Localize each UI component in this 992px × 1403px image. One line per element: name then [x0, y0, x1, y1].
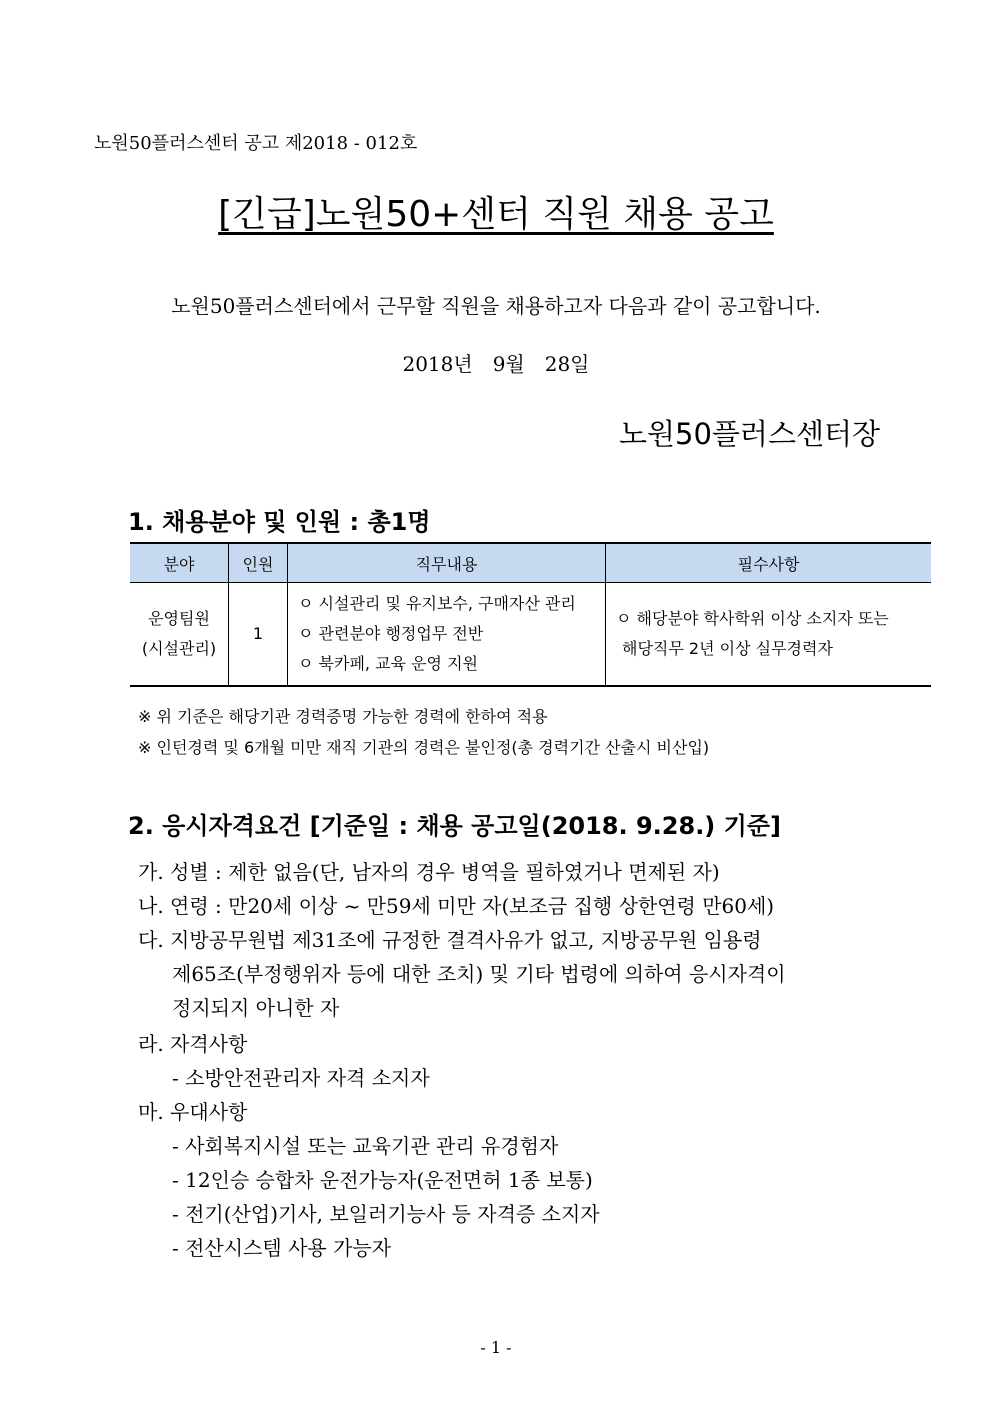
- qualification-line: 나. 연령 : 만20세 이상 ~ 만59세 미만 자(보조금 집행 상한연령 만60세): [138, 894, 775, 918]
- notice-date: [0, 348, 992, 377]
- qualification-line: 라. 자격사항: [138, 1032, 248, 1056]
- duty-item: ㅇ 시설관리 및 유지보수, 구매자산 관리: [298, 594, 576, 613]
- cell-field: [130, 583, 229, 687]
- table-note: ※ 위 기준은 해당기관 경력증명 가능한 경력에 한하여 적용: [138, 707, 548, 726]
- qualification-line: - 전기(산업)기사, 보일러기능사 등 자격증 소지자: [172, 1202, 600, 1226]
- intro-text: 노원50플러스센터에서 근무할 직원을 채용하고자 다음과 같이 공고합니다.: [171, 294, 821, 318]
- date-year: 2018년: [402, 352, 473, 376]
- qualification-line: 가. 성별 : 제한 없음(단, 남자의 경우 병역을 필하였거나 면제된 자): [138, 860, 720, 884]
- qualification-line: - 소방안전관리자 자격 소지자: [172, 1066, 430, 1090]
- table-note: ※ 인턴경력 및 6개월 미만 재직 기관의 경력은 불인정(총 경력기간 산출시 비산입): [138, 738, 710, 757]
- section2-heading: 2. 응시자격요건 [기준일 : 채용 공고일(2018. 9.28.) 기준]: [128, 812, 781, 840]
- requirement-line2: 해당직무 2년 이상 실무경력자: [622, 639, 833, 658]
- table-header-row: [130, 543, 931, 583]
- page-number: - 1 -: [480, 1338, 512, 1357]
- column-header-count: 인원: [229, 543, 288, 583]
- issuer-name: 노원50플러스센터장: [618, 417, 880, 451]
- cell-duties: [288, 583, 606, 687]
- date-month: 9월: [492, 352, 525, 376]
- field-line2: (시설관리): [141, 639, 217, 658]
- qualification-line: 제65조(부정행위자 등에 대한 조치) 및 기타 법령에 의하여 응시자격이: [172, 962, 786, 986]
- cell-count: 1: [229, 583, 288, 687]
- column-header-field: 분야: [130, 543, 229, 583]
- column-header-duties: 직무내용: [288, 543, 606, 583]
- qualification-line: 다. 지방공무원법 제31조에 규정한 결격사유가 없고, 지방공무원 임용령: [138, 928, 762, 952]
- section1-heading: 1. 채용분야 및 인원 : 총1명: [128, 508, 431, 536]
- qualification-line: - 전산시스템 사용 가능자: [172, 1236, 392, 1260]
- notice-number: 노원50플러스센터 공고 제2018 - 012호: [94, 133, 418, 154]
- duty-item: ㅇ 북카페, 교육 운영 지원: [298, 654, 478, 673]
- column-header-requirements: 필수사항: [606, 543, 932, 583]
- recruitment-table: [130, 542, 931, 687]
- page-title: [긴급]노원50+센터 직원 채용 공고: [218, 194, 774, 235]
- qualification-line: - 12인승 승합차 운전가능자(운전면허 1종 보통): [172, 1168, 593, 1192]
- date-day: 28일: [544, 352, 590, 376]
- field-line1: 운영팀원: [148, 609, 210, 628]
- cell-requirements: [606, 583, 932, 687]
- requirement-line1: ㅇ 해당분야 학사학위 이상 소지자 또는: [616, 609, 889, 628]
- duty-item: ㅇ 관련분야 행정업무 전반: [298, 624, 484, 643]
- qualification-line: 정지되지 아니한 자: [172, 996, 340, 1020]
- table-row: [130, 583, 931, 687]
- qualification-line: - 사회복지시설 또는 교육기관 관리 유경험자: [172, 1134, 559, 1158]
- qualification-line: 마. 우대사항: [138, 1100, 248, 1124]
